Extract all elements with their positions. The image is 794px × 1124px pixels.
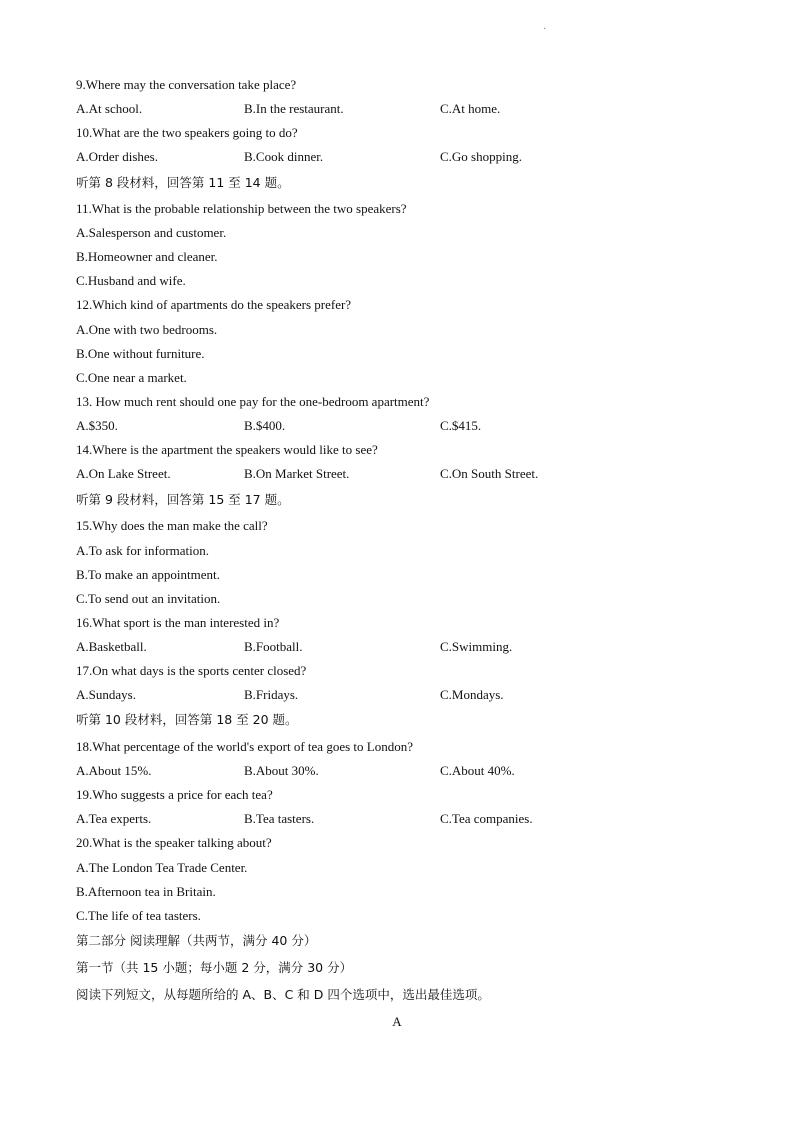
question-18-option-c: C.About 40%. [440, 763, 515, 778]
question-20-option-b: B.Afternoon tea in Britain. [76, 884, 216, 899]
question-11-stem: 11.What is the probable relationship between the two speakers? [76, 201, 407, 216]
question-12-option-a: A.One with two bedrooms. [76, 322, 218, 337]
question-14-option-c: C.On South Street. [440, 466, 539, 481]
question-13-option-a: A.$350. [76, 418, 118, 433]
question-19-option-b: B.Tea tasters. [244, 811, 315, 826]
section-10-instruction: 听第 10 段材料，回答第 18 至 20 题。 [76, 712, 298, 727]
question-11-option-b: B.Homeowner and cleaner. [76, 249, 218, 264]
question-9-option-a: A.At school. [76, 101, 143, 116]
question-9-stem: 9.Where may the conversation take place? [76, 77, 297, 92]
question-16-stem: 16.What sport is the man interested in? [76, 615, 280, 630]
question-10-option-c: C.Go shopping. [440, 149, 522, 164]
question-18-stem: 18.What percentage of the world's export of tea goes to London? [76, 739, 413, 754]
question-14-option-a: A.On Lake Street. [76, 466, 171, 481]
question-13-stem: 13. How much rent should one pay for the one-bedroom apartment? [76, 394, 430, 409]
question-16-option-c: C.Swimming. [440, 639, 513, 654]
question-14-option-b: B.On Market Street. [244, 466, 350, 481]
question-19-option-c: C.Tea companies. [440, 811, 533, 826]
passage-label: A [392, 1014, 402, 1029]
part-2-instruction: 阅读下列短文，从每题所给的 A、B、C 和 D 四个选项中，选出最佳选项。 [76, 987, 490, 1002]
section-8-instruction: 听第 8 段材料，回答第 11 至 14 题。 [76, 175, 290, 190]
question-19-option-a: A.Tea experts. [76, 811, 152, 826]
question-12-option-b: B.One without furniture. [76, 346, 205, 361]
question-18-option-a: A.About 15%. [76, 763, 152, 778]
question-19-stem: 19.Who suggests a price for each tea? [76, 787, 273, 802]
page-mark: · [543, 24, 547, 35]
question-16-option-a: A.Basketball. [76, 639, 147, 654]
question-13-option-b: B.$400. [244, 418, 286, 433]
question-10-option-a: A.Order dishes. [76, 149, 158, 164]
question-14-stem: 14.Where is the apartment the speakers would like to see? [76, 442, 378, 457]
question-17-option-a: A.Sundays. [76, 687, 136, 702]
question-16-option-b: B.Football. [244, 639, 303, 654]
question-20-stem: 20.What is the speaker talking about? [76, 835, 272, 850]
question-17-option-c: C.Mondays. [440, 687, 504, 702]
part-2-section-1: 第一节（共 15 小题；每小题 2 分，满分 30 分） [76, 960, 353, 975]
question-20-option-c: C.The life of tea tasters. [76, 908, 201, 923]
question-17-option-b: B.Fridays. [244, 687, 299, 702]
question-12-option-c: C.One near a market. [76, 370, 187, 385]
question-15-option-b: B.To make an appointment. [76, 567, 220, 582]
question-20-option-a: A.The London Tea Trade Center. [76, 860, 248, 875]
part-2-title: 第二部分 阅读理解（共两节，满分 40 分） [76, 933, 317, 948]
question-18-option-b: B.About 30%. [244, 763, 319, 778]
question-10-option-b: B.Cook dinner. [244, 149, 324, 164]
question-9-option-c: C.At home. [440, 101, 501, 116]
question-10-stem: 10.What are the two speakers going to do? [76, 125, 298, 140]
question-9-option-b: B.In the restaurant. [244, 101, 344, 116]
question-15-option-c: C.To send out an invitation. [76, 591, 221, 606]
question-13-option-c: C.$415. [440, 418, 482, 433]
question-11-option-c: C.Husband and wife. [76, 273, 186, 288]
question-11-option-a: A.Salesperson and customer. [76, 225, 227, 240]
question-17-stem: 17.On what days is the sports center closed? [76, 663, 307, 678]
question-15-stem: 15.Why does the man make the call? [76, 518, 268, 533]
section-9-instruction: 听第 9 段材料，回答第 15 至 17 题。 [76, 492, 290, 507]
question-15-option-a: A.To ask for information. [76, 543, 210, 558]
question-12-stem: 12.Which kind of apartments do the speakers prefer? [76, 297, 352, 312]
